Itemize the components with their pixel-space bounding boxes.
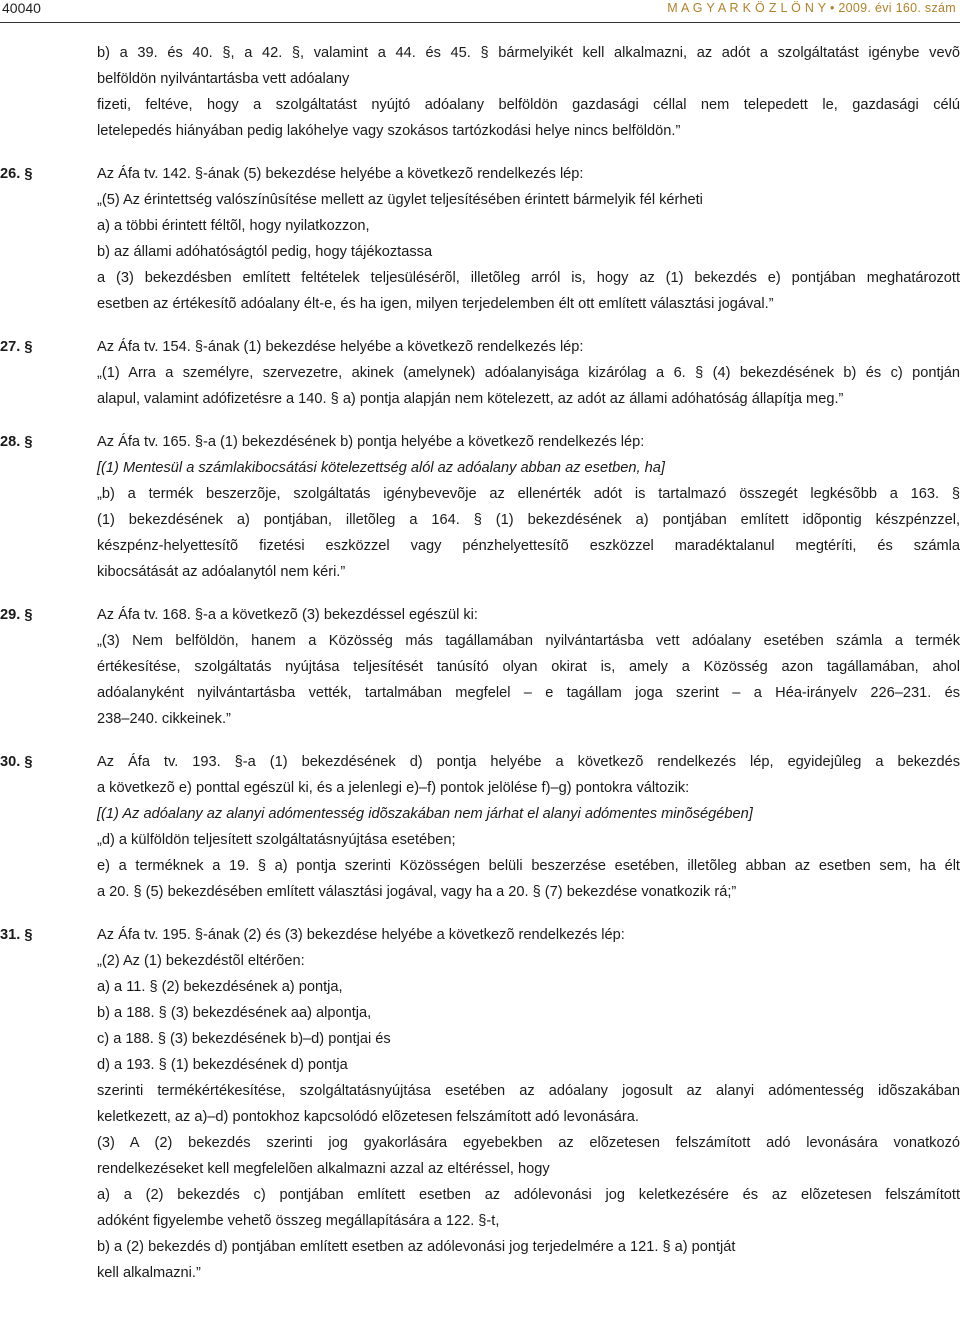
- section-line: b) a (2) bekezdés d) pontjában említett esetben az adólevonási jog terjedelmére a 121. § a) pontját: [97, 1239, 736, 1255]
- section-30: [0, 749, 960, 905]
- section-line: adóként figyelembe vehetõ összeg megállapítására a 122. §-t,: [97, 1213, 500, 1229]
- section-line: a) a 11. § (2) bekezdésének a) pontja,: [97, 979, 343, 995]
- intro-line: belföldön nyilvántartásba vett adóalany: [97, 71, 350, 87]
- section-line: rendelkezéseket kell megfelelõen alkalmazni azzal az eltéréssel, hogy: [97, 1161, 550, 1177]
- section-line: b) az állami adóhatóságtól pedig, hogy tájékoztassa: [97, 244, 433, 260]
- section-line: a (3) bekezdésben említett feltételek teljesülésérõl, illetõleg arról is, hogy az (1) bekezdés e) pontjában meghatározott: [97, 270, 960, 286]
- section-line: e) a terméknek a 19. § a) pontja szerinti Közösségen belüli beszerzése esetében, illetõleg abban az esetben sem, ha élt: [97, 858, 960, 874]
- intro-line: b) a 39. és 40. §, a 42. §, valamint a 44. és 45. § bármelyikét kell alkalmazni, az adót a szolgáltatást igénybe vevõ: [97, 45, 960, 61]
- section-line: a) a többi érintett féltõl, hogy nyilatkozzon,: [97, 218, 370, 234]
- section-number: 31. §: [0, 927, 33, 943]
- intro-block: [0, 40, 960, 144]
- section-26: [0, 161, 960, 317]
- section-line: esetben az értékesítõ adóalany élt-e, és ha igen, milyen terjedelemben élt ott említett választási jogával.”: [97, 296, 774, 312]
- section-line: alapul, valamint adófizetésre a 140. § a) pontja alapján nem kötelezett, az adót az állami adóhatóság állapítja meg.”: [97, 391, 844, 407]
- journal-title: M A G Y A R K Ö Z L Ö N Y • 2009. évi 160. szám: [667, 1, 956, 15]
- section-line: „(1) Arra a személyre, szervezetre, akinek (amelynek) adóalanyisága kizárólag a 6. § (4) bekezdésének b) és c) pontján: [97, 365, 960, 381]
- intro-line: letelepedés hiányában pedig lakóhelye vagy szokásos tartózkodási helye nincs belföldön.”: [97, 123, 681, 139]
- section-line: (1) bekezdésének a) pontjában, illetõleg a 164. § (1) bekezdésének a) pontjában említett idõpontig készpénzzel,: [97, 512, 960, 528]
- section-line: értékesítése, szolgáltatás nyújtása teljesítését tanúsító olyan okirat is, amely a Közösség azon tagállamában, ahol: [97, 659, 960, 675]
- section-line: adóalanyként nyilvántartásba vették, tartalmában megfelel – e tagállam joga szerint – a Héa-irányelv 226–231. és: [97, 685, 960, 701]
- section-line: 238–240. cikkeinek.”: [97, 711, 231, 727]
- section-line: Az Áfa tv. 165. §-a (1) bekezdésének b) pontja helyébe a következõ rendelkezés lép:: [97, 434, 645, 450]
- header-rule: [0, 22, 960, 23]
- page-header: [0, 0, 960, 22]
- section-line: „b) a termék beszerzõje, szolgáltatás igénybevevõje az ellenérték adót is tartalmazó összegét legkésõbb a 163. §: [97, 486, 960, 502]
- section-line: „d) a külföldön teljesített szolgáltatásnyújtása esetében;: [97, 832, 456, 848]
- section-line: a következõ e) ponttal egészül ki, és a jelenlegi e)–f) pontok jelölése f)–g) pontokra változik:: [97, 780, 690, 796]
- section-line: Az Áfa tv. 168. §-a a következõ (3) bekezdéssel egészül ki:: [97, 607, 478, 623]
- section-line: a) a (2) bekezdés c) pontjában említett esetben az adólevonási jog keletkezésére és az elõzetesen felszámított: [97, 1187, 960, 1203]
- section-line: c) a 188. § (3) bekezdésének b)–d) pontjai és: [97, 1031, 391, 1047]
- section-line: b) a 188. § (3) bekezdésének aa) alpontja,: [97, 1005, 372, 1021]
- section-number: 29. §: [0, 607, 33, 623]
- section-number: 27. §: [0, 339, 33, 355]
- section-line: a 20. § (5) bekezdésében említett választási jogával, vagy ha a 20. § (7) bekezdése vonatkozik rá;”: [97, 884, 737, 900]
- section-line: d) a 193. § (1) bekezdésének d) pontja: [97, 1057, 348, 1073]
- section-line: Az Áfa tv. 193. §-a (1) bekezdésének d) pontja helyébe a következõ rendelkezés lép, egyidejûleg a bekezdés: [97, 754, 960, 770]
- section-line: Az Áfa tv. 154. §-ának (1) bekezdése helyébe a következõ rendelkezés lép:: [97, 339, 584, 355]
- section-line: „(3) Nem belföldön, hanem a Közösség más tagállamában nyilvántartásba vett adóalany esetében számla a termék: [97, 633, 960, 649]
- section-line: szerinti termékértékesítése, szolgáltatásnyújtása esetében az adóalany jogosult az alanyi adómentesség idõszakában: [97, 1083, 960, 1099]
- section-line: (3) A (2) bekezdés szerinti jog gyakorlására egyebekben az elõzetesen felszámított adó levonására vonatkozó: [97, 1135, 960, 1151]
- document-body: [0, 40, 960, 1286]
- section-line: Az Áfa tv. 195. §-ának (2) és (3) bekezdése helyébe a következõ rendelkezés lép:: [97, 927, 625, 943]
- section-number: 26. §: [0, 166, 33, 182]
- section-28: [0, 429, 960, 585]
- section-line: készpénz-helyettesítõ fizetési eszközzel vagy pénzhelyettesítõ eszközzel maradéktalanul megtéríti, és számla: [97, 538, 960, 554]
- section-line: kell alkalmazni.”: [97, 1265, 201, 1281]
- section-line: keletkezett, az a)–d) pontokhoz kapcsolódó elõzetesen felszámított adó levonására.: [97, 1109, 639, 1125]
- section-27: [0, 334, 960, 412]
- section-31: [0, 922, 960, 1286]
- section-line: „(5) Az érintettség valószínûsítése mellett az ügylet teljesítésében érintett bármelyik fél kérheti: [97, 192, 703, 208]
- section-number: 28. §: [0, 434, 33, 450]
- intro-line: fizeti, feltéve, hogy a szolgáltatást nyújtó adóalany belföldön gazdasági céllal nem telepedett le, gazdasági célú: [97, 97, 960, 113]
- section-line: [(1) Az adóalany az alanyi adómentesség idõszakában nem járhat el alanyi adómentes minõségében]: [97, 806, 753, 822]
- section-line: „(2) Az (1) bekezdéstõl eltérõen:: [97, 953, 305, 969]
- section-line: kibocsátását az adóalanytól nem kéri.”: [97, 564, 346, 580]
- page-number: 40040: [2, 0, 41, 16]
- section-29: [0, 602, 960, 732]
- section-line: [(1) Mentesül a számlakibocsátási kötelezettség alól az adóalany abban az esetben, ha]: [97, 460, 665, 476]
- section-number: 30. §: [0, 754, 33, 770]
- section-line: Az Áfa tv. 142. §-ának (5) bekezdése helyébe a következõ rendelkezés lép:: [97, 166, 584, 182]
